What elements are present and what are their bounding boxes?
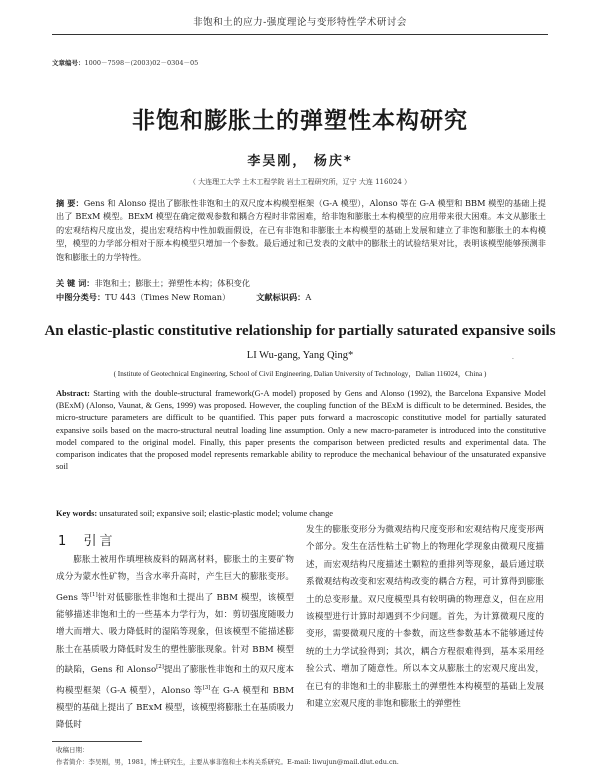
english-affiliation: ( Institute of Geotechnical Engineering, School of Civil Engineering, Dalian University of Technology，Dalian 116024，China ) — [113, 370, 487, 378]
english-keywords — [56, 509, 333, 518]
body-left-text-1: 膨胀土被用作填埋核废料的隔离材料，膨胀土的主要矿物成分为蒙水性矿物，当含水率升高时，产生巨大的膨胀变形。Gens 等 — [56, 555, 294, 603]
document-code-label: 文献标识码： — [256, 292, 306, 302]
body-left-text-4: 在 G-A 模型和 BBM 模型的基础上提出了 BExM 模型，该模型将膨胀土在基质吸力降低时 — [56, 685, 294, 731]
body-left-column — [56, 552, 294, 735]
chinese-abstract — [56, 197, 546, 264]
classification-line — [56, 292, 546, 303]
citation-ref-3: [3] — [202, 684, 211, 691]
chinese-keywords-text: 非饱和土；膨胀土；弹塑性本构；体积变化 — [94, 278, 251, 288]
classification-value: TU 443（Times New Roman） — [105, 292, 231, 302]
chinese-affiliation: （ 大连理工大学 土木工程学院 岩土工程研究所，辽宁 大连 116024 ） — [188, 178, 412, 186]
citation-ref-2: [2] — [156, 664, 164, 671]
chinese-title: 非饱和膨胀土的弹塑性本构研究 — [132, 108, 468, 134]
header-rule — [52, 34, 548, 35]
classification-label: 中图分类号： — [56, 292, 106, 302]
chinese-abstract-label: 摘 要： — [56, 198, 84, 208]
footnote-received: 收稿日期： — [56, 746, 89, 754]
document-code-value: A — [305, 292, 312, 302]
body-left-text-2: 针对低膨胀性非饱和土提出了 BBM 模型，该模型能够描述非饱和土的一些基本力学行为，如：剪切强度随吸力增大而增大、吸力降低时的湿陷等现象，但该模型不能描述膨胀土在基质吸力降低时发生的塑性膨胀现象。针对 BBM 模型的缺陷，Gens 和 Alonso — [56, 592, 294, 676]
article-number — [52, 58, 198, 67]
body-left-text-3: 提出了膨胀性非饱和土的双尺度本构模型框架（G-A 模型），Alonso 等 — [56, 665, 294, 696]
body-right-column: 发生的膨胀变形分为微观结构尺度变形和宏观结构尺度变形两个部分。发生在活性粘土矿物上的物理化学现象由微观尺度描述，而宏观结构尺度描述土颗粒的重排列等现象，最后通过联系微观结构改变和宏观结构改变的耦合方程，可计算得到膨胀土的总变形量。双尺度模型具有较明确的物理意义，但在应用该模型进行计算时却遇到不少问题。首先，为计算微观尺度的变形，需要微观尺度的十参数，而这些参数基本不能够通过传统的土力学试验得到；其次，耦合方程很难得到，基本采用经验公式、增加了随意性。所以本文从膨胀土的宏观尺度出发，在已有的非饱和土的非膨胀土的弹塑性本构模型的基础上发展和建立宏观尺度的非饱和膨胀土的弹塑性 — [306, 525, 544, 710]
citation-ref-1: [1] — [89, 591, 98, 598]
section-number: 1 — [58, 534, 70, 549]
english-abstract-label: Abstract: — [56, 389, 90, 398]
section-title: 引言 — [83, 534, 116, 549]
section-heading — [58, 530, 116, 549]
english-title: An elastic-plastic constitutive relationship for partially saturated expansive soils — [44, 323, 556, 339]
english-authors: LI Wu-gang, Yang Qing* — [246, 350, 354, 361]
chinese-abstract-text: Gens 和 Alonso 提出了膨胀性非饱和土的双尺度本构模型框架（G-A 模型），Alonso 等在 G-A 模型和 BBM 模型的基础上提出了 BExM 模型。BExM 模型在确定微观参数和耦合方程时非常困难，给非饱和膨胀土本构模型的应用带来很大困难。本文从膨胀土的宏观结构尺度出发，提出宏观结构中性加载面假设，在已有非饱和非膨胀土本构模型的基础上发展和建立了非饱和膨胀土的本构模型，模型的力学部分相对于原本构模型只增加一个参数。最后通过和已发表的文献中的膨胀土的试验结果对比，表明该模型能够预测非饱和膨胀土的力学特性。 — [56, 198, 546, 262]
chinese-authors: 李吴刚， 杨庆* — [247, 154, 353, 169]
chinese-keywords — [56, 278, 250, 289]
stray-mark: · — [512, 356, 514, 363]
footnote-rule — [52, 741, 142, 742]
chinese-keywords-label: 关 键 词： — [56, 278, 95, 288]
english-abstract-text: Starting with the double-structural framework(G-A model) proposed by Gens and Alonso (1992), the Barcelona Expansive Model (BExM) (Alonso, Vaunat, & Gens, 1999) was proposed. However, the coupling function of the BExM is difficult to be determined. Besides, the micro-structure parameters are difficult to be quantified. This paper puts forward a macroscopic constitutive model for partially saturated expansive soils based on the macro-structural neutral loading line assumption. Only a new macro-parameter is introduced into the constitutive model compared to the original model. Finally, this paper presents the comparison between predicted results and experimental data. The comparison indicates that the proposed model represents remarkable ability to reproduce the mechanical behaviour of the unsaturated expansive soil — [56, 389, 547, 472]
english-abstract — [56, 388, 546, 473]
article-number-label: 文章编号： — [52, 59, 85, 67]
english-keywords-text: unsaturated soil; expansive soil; elastic-plastic model; volume change — [99, 509, 334, 518]
running-header: 非饱和土的应力-强度理论与变形特性学术研讨会 — [193, 17, 407, 28]
article-number-value: 1000－7598－(2003)02－0304－05 — [84, 59, 199, 67]
footnote-author: 作者简介：李吴刚，男，1981，博士研究生，主要从事非饱和土本构关系研究。E-mail: liwujun@mail.dlut.edu.cn. — [56, 758, 399, 766]
english-keywords-label: Key words: — [56, 509, 98, 518]
